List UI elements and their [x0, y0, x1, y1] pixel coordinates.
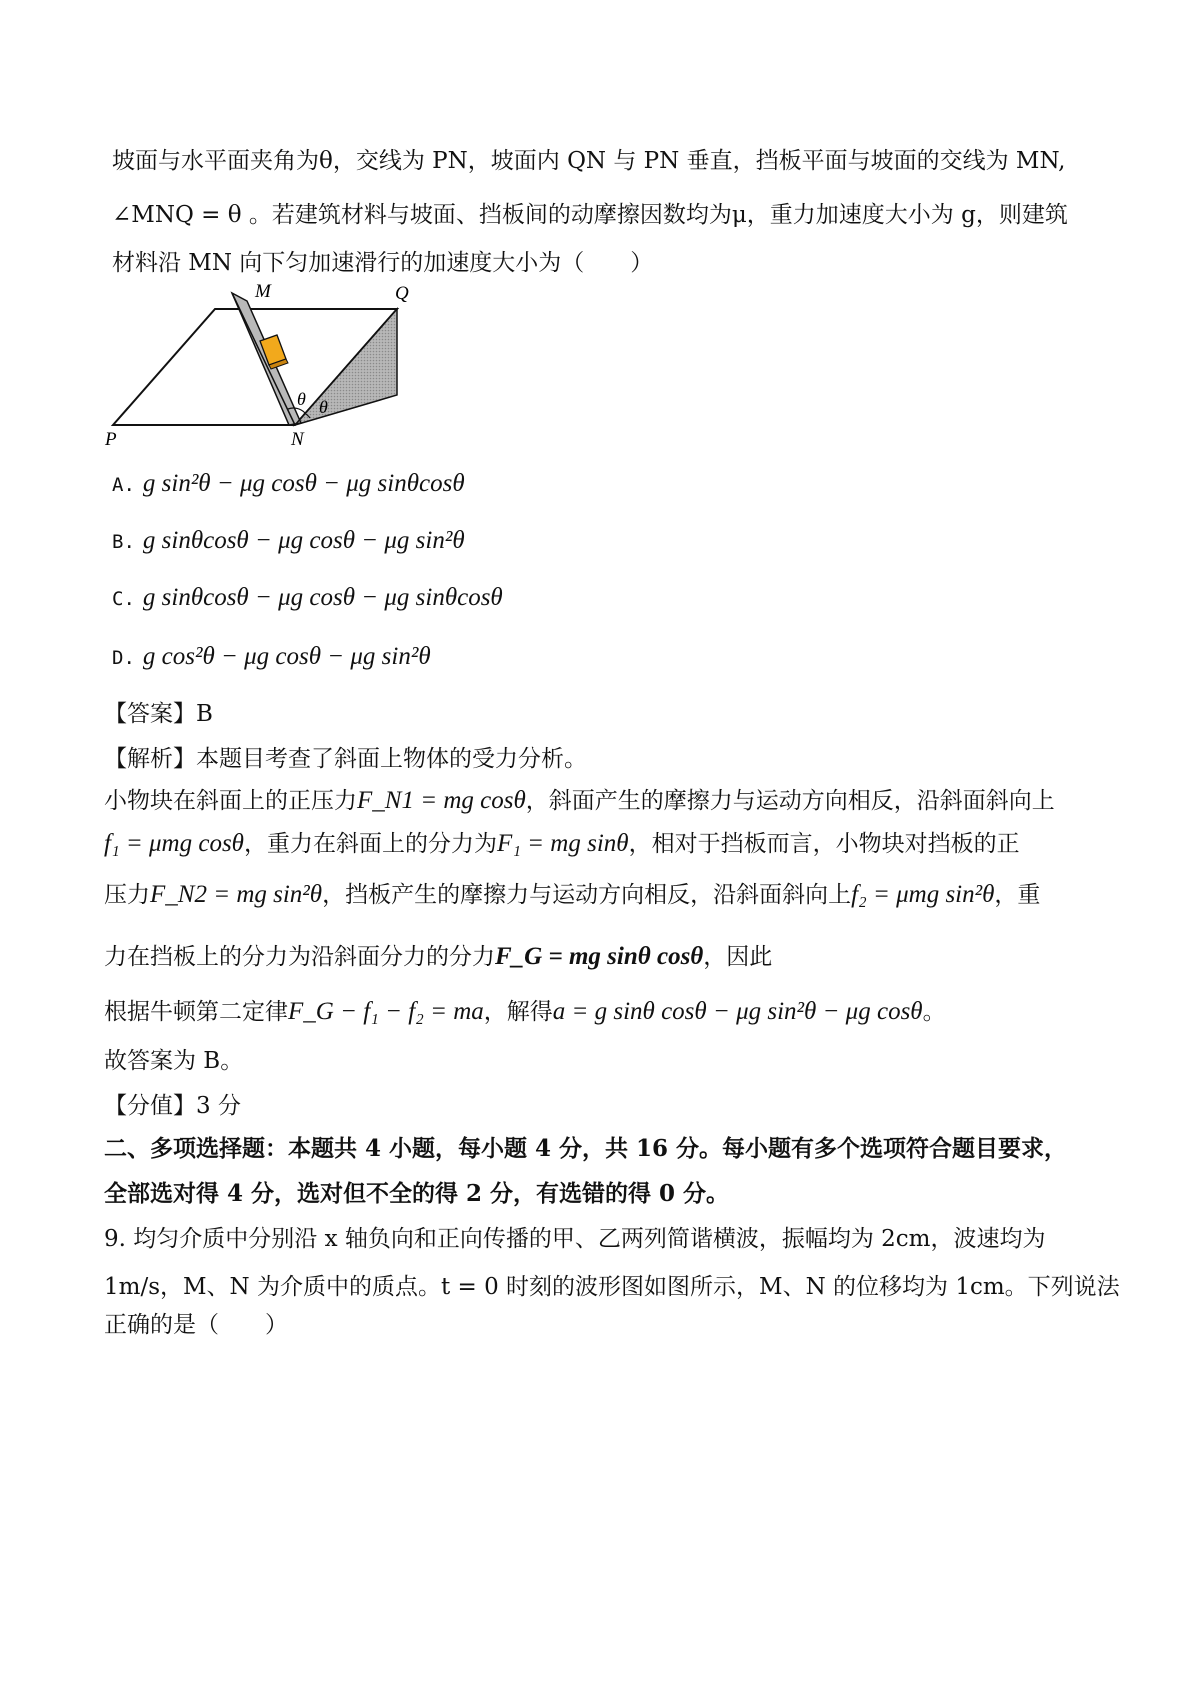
text: ，解得 — [483, 999, 553, 1025]
text: ，斜面产生的摩擦力与运动方向相反，沿斜面斜向上 — [525, 788, 1055, 814]
label-N: N — [291, 429, 304, 450]
formula: F_G = mg sinθ cosθ — [495, 943, 704, 970]
text: 力在挡板上的分力为沿斜面分力的分力 — [104, 944, 495, 970]
option-expr: g cos²θ − μg cosθ − μg sin²θ — [142, 643, 431, 670]
analysis-title: 【解析】本题目考查了斜面上物体的受力分析。 — [104, 746, 587, 772]
label-M: M — [255, 281, 271, 302]
option-a — [112, 470, 465, 498]
question-line-1: 坡面与水平面夹角为θ，交线为 PN，坡面内 QN 与 PN 垂直，挡板平面与坡面的交线为 MN, — [112, 148, 1066, 174]
text: 压力 — [104, 882, 150, 908]
question-line-3: 材料沿 MN 向下匀加速滑行的加速度大小为（ ） — [112, 250, 654, 276]
score: 【分值】3 分 — [104, 1093, 241, 1119]
option-label: D. — [112, 647, 135, 669]
text: ，重力在斜面上的分力为 — [243, 831, 497, 857]
option-d — [112, 643, 431, 671]
formula: f₁ = μmg cosθ — [104, 830, 244, 857]
option-label: A. — [112, 474, 135, 496]
formula: f₂ = μmg sin²θ — [851, 881, 995, 908]
text: ，挡板产生的摩擦力与运动方向相反，沿斜面斜向上 — [322, 882, 852, 908]
text: 小物块在斜面上的正压力 — [104, 788, 357, 814]
section2-line-1: 二、多项选择题：本题共 4 小题，每小题 4 分，共 16 分。每小题有多个选项符合题目要求， — [104, 1135, 1068, 1162]
option-label: C. — [112, 588, 135, 610]
text: ，重 — [994, 882, 1041, 908]
analysis-line-2 — [104, 825, 1020, 858]
text: 根据牛顿第二定律 — [104, 999, 288, 1025]
section2-line-2: 全部选对得 4 分，选对但不全的得 2 分，有选错的得 0 分。 — [104, 1180, 730, 1207]
analysis-line-4 — [104, 938, 772, 971]
analysis-line-3 — [104, 876, 1040, 909]
answer: 【答案】B — [104, 701, 213, 727]
option-b — [112, 527, 465, 555]
text: ，相对于挡板而言，小物块对挡板的正 — [628, 831, 1020, 857]
text: 。 — [922, 999, 946, 1025]
formula: F₁ = mg sinθ — [496, 830, 629, 857]
option-c — [112, 584, 503, 612]
label-Q: Q — [395, 283, 409, 304]
text: ，因此 — [703, 944, 773, 970]
formula: F_G − f₁ − f₂ = ma — [288, 998, 484, 1025]
q9-line-3: 正确的是（ ） — [104, 1312, 288, 1338]
incline-figure — [105, 281, 425, 455]
formula: F_N1 = mg cosθ — [357, 787, 526, 814]
label-theta-2: θ — [319, 397, 328, 417]
option-expr: g sinθcosθ − μg cosθ − μg sin²θ — [142, 527, 465, 554]
q9-line-2: 1m/s，M、N 为介质中的质点。t = 0 时刻的波形图如图所示，M、N 的位移均为 1cm。下列说法 — [104, 1274, 1120, 1300]
analysis-line-5 — [104, 993, 946, 1026]
label-theta-1: θ — [297, 389, 306, 409]
option-expr: g sin²θ − μg cosθ − μg sinθcosθ — [142, 470, 465, 497]
label-P: P — [105, 429, 117, 450]
formula: F_N2 = mg sin²θ — [150, 881, 323, 908]
option-label: B. — [112, 531, 135, 553]
question-line-2: ∠MNQ = θ 。若建筑材料与坡面、挡板间的动摩擦因数均为μ，重力加速度大小为 g，则建筑 — [112, 202, 1068, 228]
analysis-line-1 — [104, 782, 1055, 815]
q9-line-1: 9. 均匀介质中分别沿 x 轴负向和正向传播的甲、乙两列简谐横波，振幅均为 2cm，波速均为 — [104, 1226, 1046, 1252]
option-expr: g sinθcosθ − μg cosθ − μg sinθcosθ — [142, 584, 503, 611]
analysis-conclusion: 故答案为 B。 — [104, 1048, 244, 1074]
formula: a = g sinθ cosθ − μg sin²θ − μg cosθ — [552, 998, 923, 1025]
